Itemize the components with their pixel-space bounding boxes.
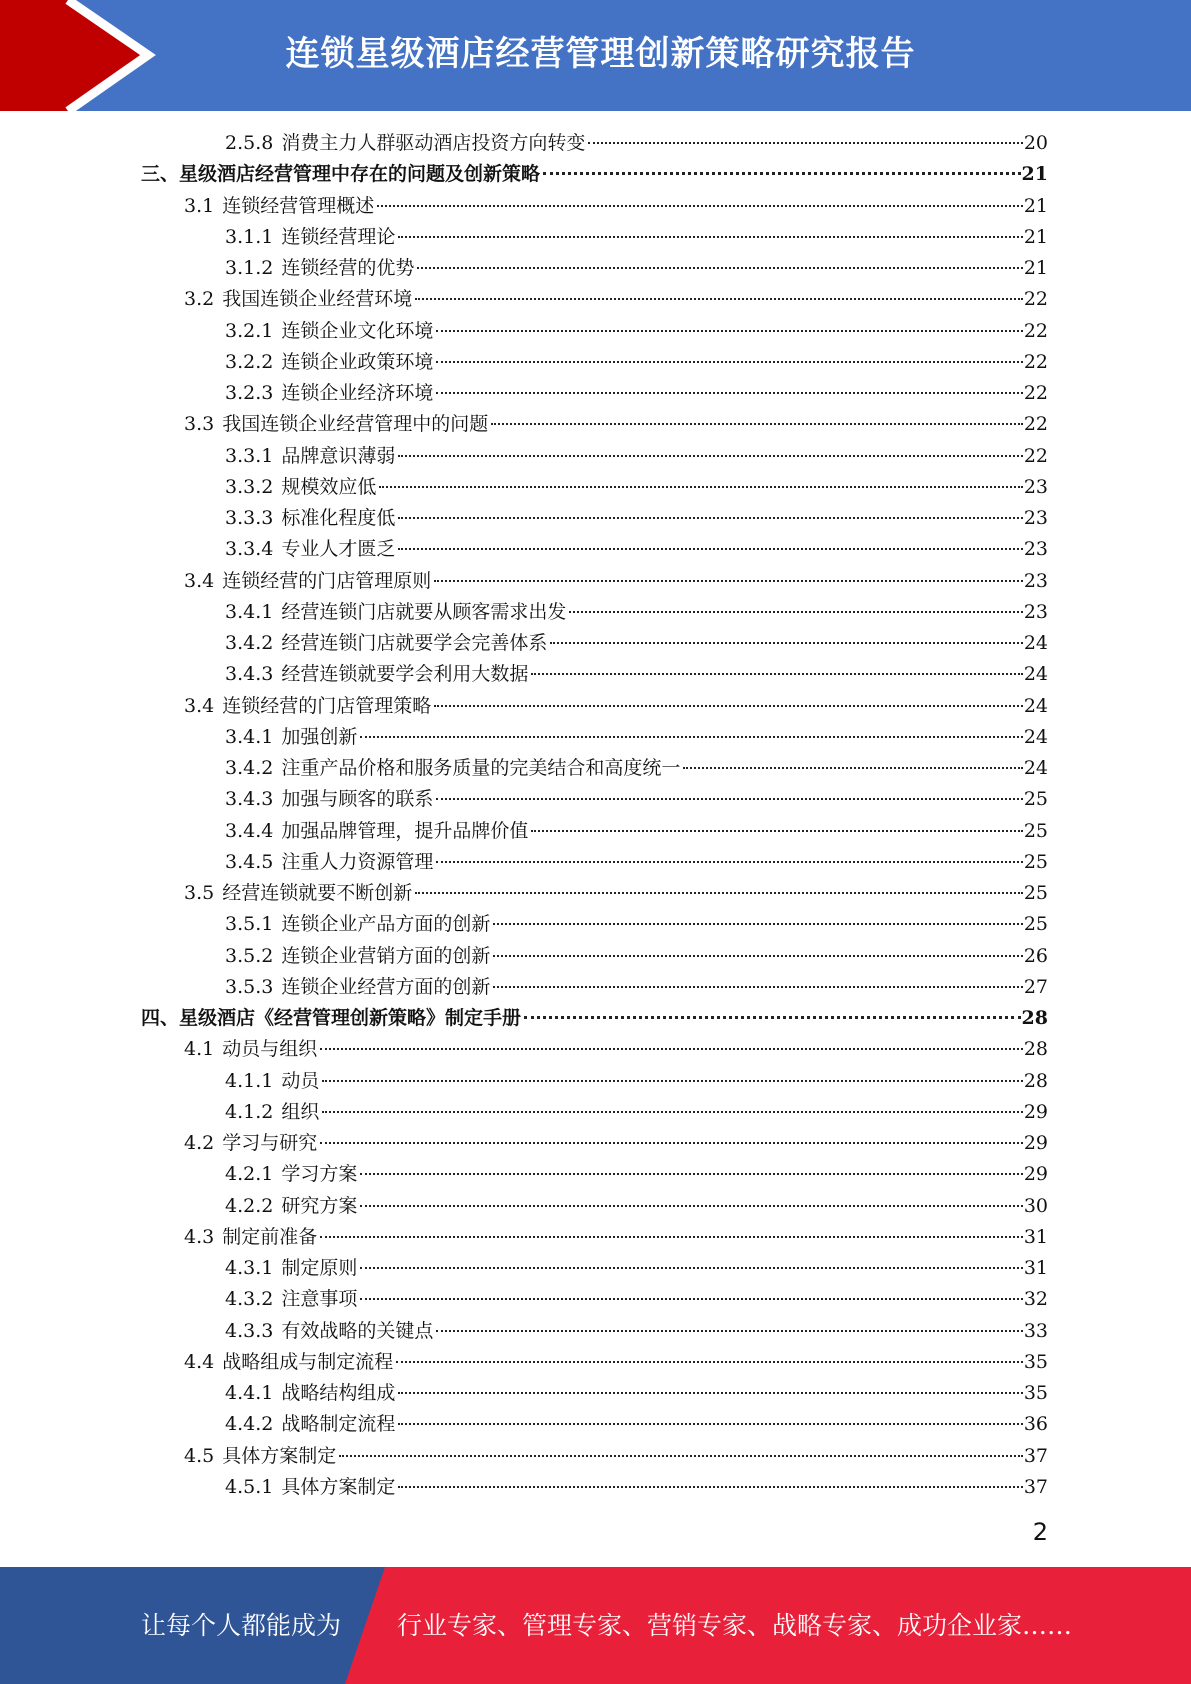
toc-entry-number: 3.3.4 — [225, 538, 274, 561]
toc-entry[interactable] — [0, 628, 1191, 659]
toc-dot-leader — [360, 1205, 1022, 1207]
toc-entry-page: 25 — [1023, 913, 1048, 936]
toc-entry-number: 3.1 — [184, 194, 215, 217]
toc-dot-leader — [398, 1423, 1022, 1425]
toc-dot-leader — [360, 736, 1022, 738]
toc-entry-page: 29 — [1023, 1163, 1048, 1186]
toc-entry[interactable] — [0, 1097, 1191, 1128]
toc-entry-title: 经营连锁就要不断创新 — [222, 882, 413, 904]
toc-entry-number: 3.4.1 — [225, 725, 274, 748]
toc-entry-title: 学习方案 — [281, 1163, 358, 1186]
toc-dot-leader — [360, 1267, 1022, 1269]
toc-dot-leader — [360, 1173, 1022, 1175]
toc-dot-leader — [493, 955, 1022, 957]
toc-entry-title: 我国连锁企业经营环境 — [222, 288, 413, 311]
toc-dot-leader — [415, 298, 1023, 300]
toc-entry-page: 36 — [1023, 1413, 1048, 1436]
toc-dot-leader — [543, 172, 1021, 175]
toc-entry-title: 连锁经营的优势 — [281, 257, 415, 279]
toc-entry-page: 25 — [1023, 788, 1048, 811]
toc-entry-number: 3.4.3 — [225, 788, 274, 811]
toc-entry-title: 连锁经营理论 — [281, 225, 396, 248]
toc-entry-number: 3.4.4 — [225, 819, 274, 842]
toc-entry-number: 4.1.1 — [225, 1069, 274, 1092]
toc-entry-number: 3.2.1 — [225, 319, 274, 342]
toc-entry[interactable] — [0, 128, 1191, 159]
toc-dot-leader — [360, 1298, 1022, 1300]
toc-entry-number: 3.4.2 — [225, 632, 274, 654]
toc-entry[interactable] — [0, 597, 1191, 628]
toc-dot-leader — [398, 548, 1022, 550]
toc-entry-title: 连锁经营管理概述 — [222, 194, 375, 217]
toc-entry-title: 动员与组织 — [222, 1038, 318, 1061]
toc-entry-number: 3.3 — [184, 413, 215, 436]
toc-entry-page: 22 — [1023, 350, 1048, 373]
toc-entry-page: 25 — [1023, 850, 1048, 873]
toc-entry[interactable] — [0, 253, 1191, 284]
toc-entry-page: 22 — [1023, 382, 1048, 404]
toc-dot-leader — [436, 861, 1022, 863]
toc-entry-number: 4.4.1 — [225, 1382, 274, 1404]
toc-entry[interactable] — [0, 534, 1191, 565]
toc-entry-title: 连锁企业经营方面的创新 — [281, 975, 491, 998]
toc-entry-page: 23 — [1023, 569, 1048, 592]
toc-dot-leader — [436, 361, 1022, 363]
toc-dot-leader — [491, 423, 1023, 425]
toc-entry-page: 28 — [1021, 1007, 1048, 1029]
page-header — [0, 0, 1191, 111]
toc-entry-page: 35 — [1023, 1382, 1048, 1404]
toc-entry[interactable] — [0, 284, 1191, 315]
footer-slogan-right: 行业专家、管理专家、营销专家、战略专家、成功企业家…… — [397, 1611, 1073, 1640]
toc-entry[interactable] — [0, 1378, 1191, 1409]
toc-dot-leader — [434, 580, 1023, 582]
toc-entry-title: 我国连锁企业经营管理中的问题 — [222, 413, 489, 436]
toc-entry[interactable] — [0, 1347, 1191, 1378]
toc-entry-page: 25 — [1023, 882, 1048, 904]
toc-entry-number: 4.1 — [184, 1038, 215, 1061]
toc-entry[interactable] — [0, 1253, 1191, 1284]
toc-entry-title: 四、星级酒店《经营管理创新策略》制定手册 — [141, 1007, 522, 1029]
document-title: 连锁星级酒店经营管理创新策略研究报告 — [285, 34, 916, 74]
toc-entry-page: 24 — [1023, 725, 1048, 748]
toc-dot-leader — [531, 673, 1022, 675]
toc-entry-title: 连锁企业文化环境 — [281, 319, 434, 342]
toc-entry-number: 3.3.1 — [225, 444, 274, 467]
toc-entry-title: 加强创新 — [281, 725, 358, 748]
toc-entry-number: 3.4.2 — [225, 757, 274, 779]
toc-entry-title: 加强与顾客的联系 — [281, 788, 434, 811]
toc-entry[interactable] — [0, 691, 1191, 722]
toc-entry-title: 品牌意识薄弱 — [281, 444, 396, 467]
toc-entry-title: 制定前准备 — [222, 1225, 318, 1248]
toc-entry[interactable] — [0, 1191, 1191, 1222]
toc-entry-title: 连锁企业营销方面的创新 — [281, 944, 491, 967]
toc-entry-title: 规模效应低 — [281, 475, 377, 498]
toc-entry[interactable] — [0, 1066, 1191, 1097]
toc-entry-page: 22 — [1023, 288, 1048, 311]
toc-dot-leader — [322, 1111, 1022, 1113]
toc-dot-leader — [396, 1361, 1023, 1363]
toc-dot-leader — [398, 236, 1022, 238]
toc-entry-number: 3.4 — [184, 694, 215, 717]
toc-entry-title: 具体方案制定 — [281, 1475, 396, 1498]
toc-entry-title: 经营连锁门店就要学会完善体系 — [281, 632, 548, 654]
toc-dot-leader — [320, 1142, 1023, 1144]
toc-entry-title: 有效战略的关键点 — [281, 1319, 434, 1342]
toc-entry-title: 专业人才匮乏 — [281, 538, 396, 561]
toc-entry[interactable] — [0, 409, 1191, 440]
toc-entry[interactable] — [0, 191, 1191, 222]
page-footer — [0, 1567, 1191, 1684]
toc-entry[interactable] — [0, 816, 1191, 847]
toc-entry-number: 3.5 — [184, 882, 215, 904]
toc-entry-title: 具体方案制定 — [222, 1444, 337, 1467]
toc-entry-page: 24 — [1023, 663, 1048, 686]
toc-entry-number: 4.3.3 — [225, 1319, 274, 1342]
toc-entry-page: 37 — [1023, 1475, 1048, 1498]
toc-dot-leader — [493, 986, 1022, 988]
toc-entry-number: 3.1.2 — [225, 257, 274, 279]
toc-entry-title: 注重产品价格和服务质量的完美结合和高度统一 — [281, 757, 681, 779]
toc-entry[interactable] — [0, 1441, 1191, 1472]
toc-entry-number: 4.5.1 — [225, 1475, 274, 1498]
toc-entry-number: 3.2 — [184, 288, 215, 311]
toc-entry-page: 37 — [1023, 1444, 1048, 1467]
toc-entry-title: 战略制定流程 — [281, 1413, 396, 1436]
toc-dot-leader — [398, 1392, 1022, 1394]
toc-entry[interactable] — [0, 1409, 1191, 1440]
toc-entry[interactable] — [0, 784, 1191, 815]
toc-dot-leader — [436, 798, 1022, 800]
toc-entry-page: 33 — [1023, 1319, 1048, 1342]
toc-entry-page: 32 — [1023, 1288, 1048, 1311]
toc-entry-title: 消费主力人群驱动酒店投资方向转变 — [281, 132, 586, 154]
toc-entry-page: 29 — [1023, 1132, 1048, 1154]
toc-entry-number: 3.4.5 — [225, 850, 274, 873]
toc-entry-page: 21 — [1023, 257, 1048, 279]
toc-entry[interactable] — [0, 347, 1191, 378]
footer-slogan-left: 让每个人都能成为 — [141, 1611, 342, 1640]
toc-entry-title: 加强品牌管理，提升品牌价值 — [281, 819, 529, 842]
toc-entry[interactable] — [0, 878, 1191, 909]
toc-entry-title: 连锁企业政策环境 — [281, 350, 434, 373]
toc-entry-title: 三、星级酒店经营管理中存在的问题及创新策略 — [141, 163, 541, 186]
toc-entry[interactable] — [0, 941, 1191, 972]
toc-entry-page: 20 — [1023, 132, 1048, 154]
toc-entry-title: 注重人力资源管理 — [281, 850, 434, 873]
toc-entry-page: 23 — [1023, 600, 1048, 623]
toc-entry-page: 31 — [1023, 1225, 1048, 1248]
toc-entry[interactable] — [0, 1034, 1191, 1065]
toc-entry-number: 4.3.2 — [225, 1288, 274, 1311]
toc-entry-number: 3.4.1 — [225, 600, 274, 623]
toc-entry-title: 连锁企业经济环境 — [281, 382, 434, 404]
toc-dot-leader — [320, 1236, 1023, 1238]
toc-entry-page: 24 — [1023, 694, 1048, 717]
toc-entry-page: 23 — [1023, 507, 1048, 529]
toc-entry-page: 22 — [1023, 413, 1048, 436]
toc-entry-title: 连锁经营的门店管理策略 — [222, 694, 432, 717]
toc-dot-leader — [417, 267, 1022, 269]
toc-dot-leader — [398, 1486, 1022, 1488]
toc-entry-title: 学习与研究 — [222, 1132, 318, 1154]
toc-entry-title: 经营连锁就要学会利用大数据 — [281, 663, 529, 686]
toc-dot-leader — [415, 892, 1023, 894]
toc-entry-page: 21 — [1021, 163, 1048, 186]
toc-entry-number: 4.3 — [184, 1225, 215, 1248]
toc-dot-leader — [683, 767, 1022, 769]
toc-entry-title: 动员 — [281, 1069, 320, 1092]
toc-entry-page: 22 — [1023, 319, 1048, 342]
toc-entry-number: 3.1.1 — [225, 225, 274, 248]
page-number: 2 — [1032, 1518, 1048, 1546]
toc-entry-title: 战略组成与制定流程 — [222, 1350, 394, 1373]
toc-dot-leader — [531, 830, 1022, 832]
toc-dot-leader — [436, 392, 1022, 394]
toc-entry-page: 24 — [1023, 632, 1048, 654]
toc-entry[interactable] — [0, 1159, 1191, 1190]
toc-entry[interactable] — [0, 222, 1191, 253]
toc-entry[interactable] — [0, 316, 1191, 347]
toc-entry[interactable] — [0, 472, 1191, 503]
toc-entry[interactable] — [0, 1472, 1191, 1503]
toc-dot-leader — [379, 486, 1022, 488]
toc-entry[interactable] — [0, 1128, 1191, 1159]
toc-dot-leader — [550, 642, 1022, 644]
toc-entry-title: 标准化程度低 — [281, 507, 396, 529]
toc-entry-number: 4.4 — [184, 1350, 215, 1373]
toc-entry-number: 3.5.1 — [225, 913, 274, 936]
toc-entry-page: 21 — [1023, 194, 1048, 217]
toc-entry[interactable] — [0, 441, 1191, 472]
toc-entry[interactable] — [0, 1316, 1191, 1347]
toc-entry[interactable] — [0, 909, 1191, 940]
toc-entry-page: 28 — [1023, 1038, 1048, 1061]
toc-entry-title: 组织 — [281, 1100, 320, 1123]
toc-entry-number: 3.2.2 — [225, 350, 274, 373]
toc-entry-number: 4.1.2 — [225, 1100, 274, 1123]
toc-entry-page: 31 — [1023, 1257, 1048, 1279]
toc-dot-leader — [322, 1080, 1022, 1082]
toc-entry[interactable] — [0, 503, 1191, 534]
toc-entry-page: 35 — [1023, 1350, 1048, 1373]
toc-entry[interactable] — [0, 1284, 1191, 1315]
toc-dot-leader — [588, 142, 1022, 144]
toc-entry-number: 3.4 — [184, 569, 215, 592]
toc-dot-leader — [398, 517, 1022, 519]
toc-entry[interactable] — [0, 1222, 1191, 1253]
toc-entry-number: 4.2.1 — [225, 1163, 274, 1186]
toc-entry[interactable] — [0, 378, 1191, 409]
toc-entry-title: 战略结构组成 — [281, 1382, 396, 1404]
toc-dot-leader — [398, 455, 1022, 457]
toc-entry[interactable] — [0, 1003, 1191, 1034]
toc-dot-leader — [434, 705, 1023, 707]
toc-dot-leader — [339, 1455, 1023, 1457]
toc-entry-title: 经营连锁门店就要从顾客需求出发 — [281, 600, 567, 623]
toc-entry-number: 3.3.3 — [225, 507, 274, 529]
toc-entry-title: 制定原则 — [281, 1257, 358, 1279]
toc-entry-page: 28 — [1023, 1069, 1048, 1092]
toc-dot-leader — [436, 330, 1022, 332]
toc-entry-title: 注意事项 — [281, 1288, 358, 1311]
toc-entry[interactable] — [0, 566, 1191, 597]
toc-entry[interactable] — [0, 722, 1191, 753]
toc-entry-number: 4.5 — [184, 1444, 215, 1467]
toc-entry-page: 30 — [1023, 1194, 1048, 1217]
toc-entry[interactable] — [0, 972, 1191, 1003]
toc-entry-number: 2.5.8 — [225, 132, 274, 154]
toc-entry-page: 27 — [1023, 975, 1048, 998]
toc-entry-page: 25 — [1023, 819, 1048, 842]
toc-entry-page: 24 — [1023, 757, 1048, 779]
toc-dot-leader — [320, 1048, 1023, 1050]
toc-entry[interactable] — [0, 159, 1191, 190]
toc-entry[interactable] — [0, 753, 1191, 784]
toc-entry-number: 4.3.1 — [225, 1257, 274, 1279]
toc-entry[interactable] — [0, 847, 1191, 878]
table-of-contents — [0, 128, 1191, 1503]
toc-dot-leader — [524, 1016, 1021, 1019]
toc-entry-number: 3.5.3 — [225, 975, 274, 998]
toc-dot-leader — [436, 1330, 1022, 1332]
toc-dot-leader — [569, 611, 1022, 613]
toc-entry-number: 4.2 — [184, 1132, 215, 1154]
toc-entry-number: 3.2.3 — [225, 382, 274, 404]
toc-entry-number: 4.2.2 — [225, 1194, 274, 1217]
toc-entry-page: 29 — [1023, 1100, 1048, 1123]
toc-entry-number: 3.5.2 — [225, 944, 274, 967]
toc-entry-page: 22 — [1023, 444, 1048, 467]
toc-entry-title: 连锁经营的门店管理原则 — [222, 569, 432, 592]
toc-entry-page: 26 — [1023, 944, 1048, 967]
toc-dot-leader — [377, 205, 1023, 207]
toc-entry-title: 连锁企业产品方面的创新 — [281, 913, 491, 936]
toc-entry-page: 21 — [1023, 225, 1048, 248]
toc-entry-title: 研究方案 — [281, 1194, 358, 1217]
toc-entry[interactable] — [0, 659, 1191, 690]
toc-entry-number: 3.4.3 — [225, 663, 274, 686]
toc-entry-page: 23 — [1023, 538, 1048, 561]
toc-dot-leader — [493, 923, 1022, 925]
toc-entry-number: 3.3.2 — [225, 475, 274, 498]
toc-entry-page: 23 — [1023, 475, 1048, 498]
toc-entry-number: 4.4.2 — [225, 1413, 274, 1436]
